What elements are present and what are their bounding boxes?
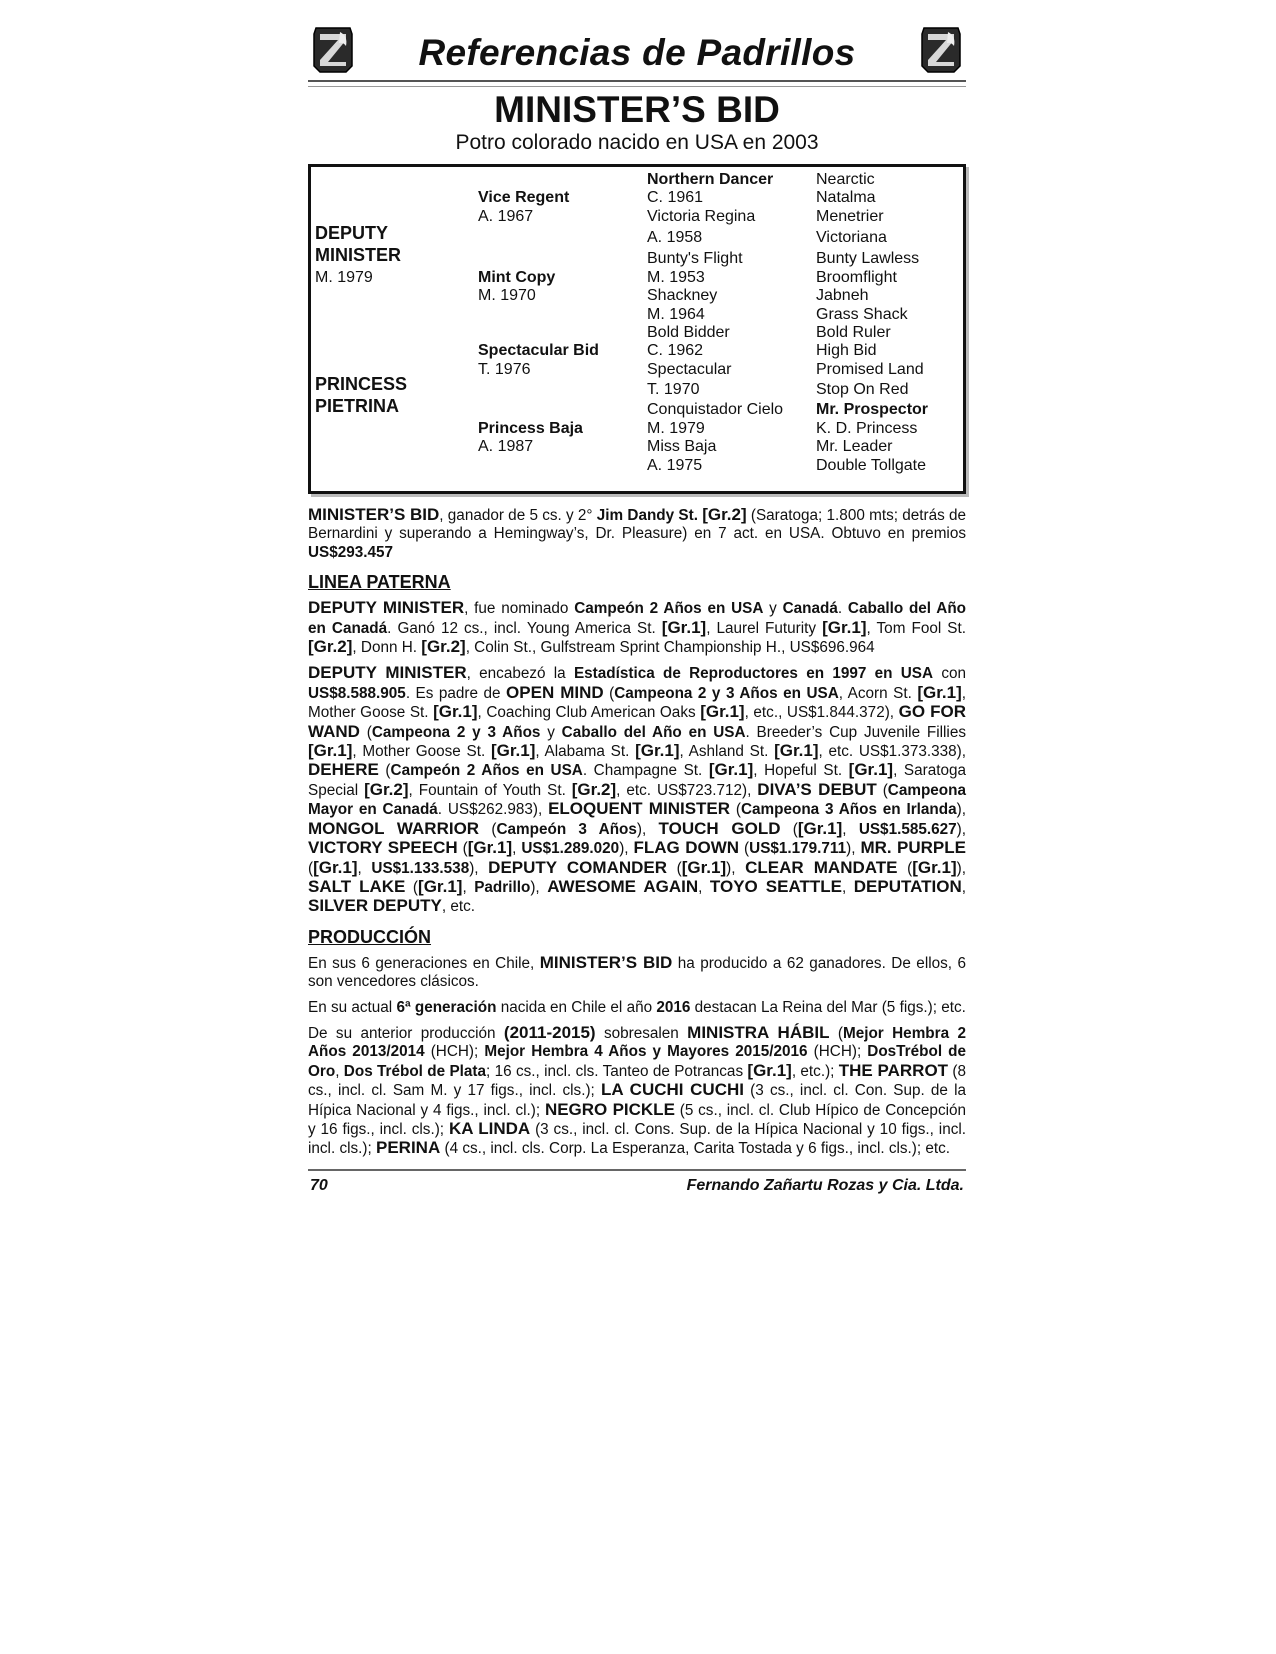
publisher-name: Fernando Zañartu Rozas y Cia. Ltda. bbox=[686, 1176, 964, 1194]
page-footer bbox=[308, 1169, 966, 1201]
intro-paragraph: MINISTER’S BID, ganador de 5 cs. y 2° Jim Dandy St. [Gr.2] (Saratoga; 1.800 mts; detrás de Bernardini y superando a Hemingway’s, Dr. Pleasure) en 7 act. en USA. Obtuvo en premios US$293.457 bbox=[308, 505, 967, 561]
emphasis-text: Campeón 2 Años en USA bbox=[574, 600, 764, 618]
emphasis-text: [Gr.1] bbox=[635, 741, 680, 761]
g4-cell: Bold Ruler bbox=[816, 324, 891, 341]
emphasis-text: CLEAR MANDATE bbox=[745, 857, 898, 877]
linea-paragraph: DEPUTY MINISTER, fue nominado Campeón 2 Años en USA y Canadá. Caballo del Año en Canadá. Ganó 12 cs., incl. Young America St. [Gr.1], Laurel Futurity [Gr.1], Tom Fool St. [Gr.2], Donn H. [Gr.2], Colin St., Gulfstream Sprint Championship H., US$696.964 bbox=[308, 598, 967, 657]
g3-cell: A. 1975 bbox=[647, 457, 703, 474]
emphasis-text: [Gr.2] bbox=[308, 637, 353, 657]
emphasis-text: [Gr.1] bbox=[681, 857, 727, 877]
emphasis-text: [Gr.1] bbox=[661, 617, 707, 637]
g2-name: Mint Copy bbox=[478, 269, 556, 286]
emphasis-text: AWESOME AGAIN bbox=[547, 876, 699, 896]
emphasis-text: [Gr.1] bbox=[917, 682, 962, 702]
g3-cell: T. 1970 bbox=[647, 381, 700, 398]
emphasis-text: (2011-2015) bbox=[503, 1022, 596, 1042]
g4-cell: Jabneh bbox=[816, 287, 869, 304]
g4-cell: Mr. Leader bbox=[816, 438, 893, 455]
emphasis-text: Caballo del Año en Canadá bbox=[308, 600, 967, 637]
emphasis-text: Campeona 3 Años en Irlanda bbox=[740, 801, 957, 819]
g3-cell: Northern Dancer bbox=[647, 171, 774, 188]
g2-year: T. 1976 bbox=[478, 361, 531, 378]
emphasis-text: Estadística de Reproductores en 1997 en USA bbox=[573, 665, 934, 683]
emphasis-text: MR. PURPLE bbox=[860, 838, 966, 858]
emphasis-text: [Gr.1] bbox=[308, 741, 353, 761]
produccion-paragraph: En su actual 6ª generación nacida en Chile el año 2016 destacan La Reina del Mar (5 figs.); etc. bbox=[308, 998, 966, 1016]
emphasis-text: [Gr.1] bbox=[848, 760, 894, 780]
emphasis-text: 6ª generación bbox=[396, 998, 497, 1016]
emphasis-text: [Gr.2] bbox=[421, 637, 466, 657]
emphasis-text: [Gr.1] bbox=[418, 876, 463, 896]
emphasis-text: Padrillo bbox=[474, 878, 531, 896]
emphasis-text: TOYO SEATTLE bbox=[709, 876, 842, 896]
emphasis-text: SALT LAKE bbox=[308, 876, 406, 896]
emphasis-text: US$1.585.627 bbox=[858, 820, 957, 838]
g4-cell: Broomflight bbox=[816, 269, 897, 286]
horse-name: MINISTER’S BID bbox=[494, 89, 780, 130]
emphasis-text: Campeona 2 y 3 Años en USA bbox=[614, 684, 839, 702]
g2-year: A. 1967 bbox=[478, 208, 534, 225]
emphasis-text: TOUCH GOLD bbox=[658, 818, 781, 838]
emphasis-text: [Gr.1] bbox=[708, 760, 754, 780]
emphasis-text: Jim Dandy St. bbox=[596, 507, 703, 524]
emphasis-text: DEHERE bbox=[308, 760, 379, 780]
g4-cell: Double Tollgate bbox=[816, 457, 927, 474]
g4-cell: Nearctic bbox=[816, 171, 875, 188]
zr-horse-logo-icon bbox=[918, 24, 964, 74]
emphasis-text: [Gr.1] bbox=[822, 617, 867, 637]
emphasis-text: [Gr.1] bbox=[912, 857, 957, 877]
dam-name-line1: PRINCESS bbox=[315, 374, 408, 394]
emphasis-text: [Gr.1] bbox=[490, 741, 536, 761]
emphasis-text: [Gr.1] bbox=[774, 741, 819, 761]
emphasis-text: DosTrébol de Oro bbox=[308, 1043, 966, 1080]
g2-name: Spectacular Bid bbox=[478, 342, 599, 359]
emphasis-text: [Gr.1] bbox=[433, 702, 478, 722]
emphasis-text: [Gr.2] bbox=[702, 505, 747, 524]
emphasis-text: US$1.289.020 bbox=[521, 840, 620, 858]
emphasis-text: [Gr.2] bbox=[571, 779, 617, 799]
emphasis-text: US$1.179.711 bbox=[749, 840, 847, 858]
emphasis-text: DEPUTATION bbox=[853, 876, 962, 896]
emphasis-text: US$293.457 bbox=[308, 543, 394, 561]
g4-cell: K. D. Princess bbox=[816, 420, 918, 437]
emphasis-text: Campeón 3 Años bbox=[496, 820, 637, 838]
emphasis-text: 2016 bbox=[656, 998, 691, 1016]
emphasis-text: ELOQUENT MINISTER bbox=[548, 799, 731, 819]
emphasis-text: NEGRO PICKLE bbox=[544, 1099, 675, 1119]
g3-cell: M. 1979 bbox=[647, 420, 705, 437]
pedigree-table bbox=[308, 164, 966, 494]
emphasis-text: FLAG DOWN bbox=[633, 838, 740, 858]
page-header bbox=[308, 20, 966, 82]
emphasis-text: [Gr.2] bbox=[364, 779, 409, 799]
dam-name-line2: PIETRINA bbox=[315, 396, 400, 416]
sire-year: M. 1979 bbox=[315, 269, 373, 286]
emphasis-text: MINISTRA HÁBIL bbox=[687, 1022, 830, 1042]
emphasis-text: Campeona Mayor en Canadá bbox=[308, 781, 966, 819]
g3-cell: C. 1961 bbox=[647, 189, 704, 206]
emphasis-text: KA LINDA bbox=[448, 1118, 531, 1138]
produccion-paragraph: En sus 6 generaciones en Chile, MINISTER’S BID ha producido a 62 ganadores. De ellos, 6 son vencedores clásicos. bbox=[308, 952, 966, 991]
emphasis-text: Caballo del Año en USA bbox=[561, 723, 746, 741]
g3-cell: Victoria Regina bbox=[647, 208, 756, 225]
emphasis-text: [Gr.1] bbox=[467, 838, 513, 858]
g4-cell: Natalma bbox=[816, 189, 876, 206]
emphasis-text: PERINA bbox=[376, 1138, 441, 1158]
emphasis-text: DIVA’S DEBUT bbox=[757, 779, 877, 799]
emphasis-text: US$1.133.538 bbox=[371, 859, 470, 877]
emphasis-text: [Gr.1] bbox=[313, 857, 358, 877]
sire-name-line2: MINISTER bbox=[315, 245, 402, 265]
emphasis-text: GO FOR WAND bbox=[308, 702, 967, 741]
header-rule bbox=[308, 80, 966, 87]
page bbox=[308, 20, 966, 1201]
g2-year: M. 1970 bbox=[478, 287, 536, 304]
g4-cell: Stop On Red bbox=[816, 381, 909, 398]
emphasis-text: Campeona 2 y 3 Años bbox=[371, 723, 541, 741]
linea-paragraph: DEPUTY MINISTER, encabezó la Estadística de Reproductores en 1997 en USA con US$8.588.905. Es padre de OPEN MIND (Campeona 2 y 3 Años en USA, Acorn St. [Gr.1], Mother Goose St. [Gr.1], Coaching Club American Oaks [Gr.1], etc., US$1.844.372), GO FOR WAND (Campeona 2 y 3 Años y Caballo del Año en USA. Breeder’s Cup Juvenile Fillies [Gr.1], Mother Goose St. [Gr.1], Alabama St. [Gr.1], Ashland St. [Gr.1], etc. US$1.373.338), DEHERE (Campeón 2 Años en USA. Champagne St. [Gr.1], Hopeful St. [Gr.1], Saratoga Special [Gr.2], Fountain of Youth St. [Gr.2], etc. US$723.712), DIVA’S DEBUT (Campeona Mayor en Canadá. US$262.983), ELOQUENT MINISTER (Campeona 3 Años en Irlanda), MONGOL WARRIOR (Campeón 3 Años), TOUCH GOLD ([Gr.1], US$1.585.627), VICTORY SPEECH ([Gr.1], US$1.289.020), FLAG DOWN (US$1.179.711), MR. PURPLE ([Gr.1], US$1.133.538), DEPUTY COMANDER ([Gr.1]), CLEAR MANDATE ([Gr.1]), SALT LAKE ([Gr.1], Padrillo), AWESOME AGAIN, TOYO SEATTLE, DEPUTATION, SILVER DEPUTY, etc. bbox=[308, 663, 967, 916]
emphasis-text: THE PARROT bbox=[838, 1060, 949, 1080]
g3-cell: M. 1953 bbox=[647, 269, 705, 286]
g3-cell: Miss Baja bbox=[647, 438, 717, 455]
emphasis-text: Canadá bbox=[782, 600, 838, 618]
header-title: Referencias de Padrillos bbox=[418, 32, 856, 73]
horse-subtitle: Potro colorado nacido en USA en 2003 bbox=[455, 131, 819, 154]
g2-name: Vice Regent bbox=[478, 189, 570, 206]
emphasis-text: LA CUCHI CUCHI bbox=[600, 1080, 744, 1100]
g4-cell: Mr. Prospector bbox=[816, 401, 929, 418]
emphasis-text: [Gr.1] bbox=[747, 1060, 792, 1080]
g3-cell: Conquistador Cielo bbox=[647, 401, 784, 418]
emphasis-text: Dos Trébol de Plata bbox=[343, 1062, 487, 1080]
emphasis-text: DEPUTY MINISTER bbox=[308, 598, 465, 618]
g3-cell: A. 1958 bbox=[647, 229, 703, 246]
page-number: 70 bbox=[310, 1176, 328, 1194]
g3-cell: Bunty's Flight bbox=[647, 250, 743, 267]
emphasis-text: MINISTER’S BID bbox=[539, 952, 673, 972]
g3-cell: Bold Bidder bbox=[647, 324, 730, 341]
section-heading-linea-paterna: LINEA PATERNA bbox=[308, 572, 451, 593]
g4-cell: Bunty Lawless bbox=[816, 250, 920, 267]
emphasis-text: Mejor Hembra 4 Años y Mayores 2015/2016 bbox=[484, 1043, 808, 1061]
emphasis-text: [Gr.1] bbox=[797, 818, 843, 838]
g4-cell: Menetrier bbox=[816, 208, 884, 225]
g3-cell: Spectacular bbox=[647, 361, 732, 378]
g2-year: A. 1987 bbox=[478, 438, 534, 455]
produccion-paragraph: De su anterior producción (2011-2015) sobresalen MINISTRA HÁBIL (Mejor Hembra 2 Años 2013/2014 (HCH); Mejor Hembra 4 Años y Mayores 2015/2016 (HCH); DosTrébol de Oro, Dos Trébol de Plata; 16 cs., incl. cls. Tanteo de Potrancas [Gr.1], etc.); THE PARROT (8 cs., incl. cl. Sam M. y 17 figs., incl. cls.); LA CUCHI CUCHI (3 cs., incl. cl. Con. Sup. de la Hípica Nacional y 4 figs., incl. cl.); NEGRO PICKLE (5 cs., incl. cl. Club Hípico de Concepción y 16 figs., incl. cls.); KA LINDA (3 cs., incl. cl. Cons. Sup. de la Hípica Nacional y 10 figs., incl. incl. cls.); PERINA (4 cs., incl. cls. Corp. La Esperanza, Carita Tostada y 6 figs., incl. cls.); etc. bbox=[308, 1022, 967, 1158]
emphasis-text: [Gr.1] bbox=[700, 702, 745, 722]
g4-cell: Promised Land bbox=[816, 361, 924, 378]
emphasis-text: MONGOL WARRIOR bbox=[308, 818, 480, 838]
emphasis-text: DEPUTY MINISTER bbox=[308, 663, 467, 683]
g4-cell: Victoriana bbox=[816, 229, 887, 246]
emphasis-text: Mejor Hembra 2 Años 2013/2014 bbox=[308, 1024, 966, 1061]
sire-name-line1: DEPUTY bbox=[315, 223, 389, 243]
g2-name: Princess Baja bbox=[478, 420, 583, 437]
g4-cell: Grass Shack bbox=[816, 306, 908, 323]
section-heading-produccion: PRODUCCIÓN bbox=[308, 926, 432, 947]
emphasis-text: MINISTER’S BID bbox=[308, 505, 440, 524]
emphasis-text: OPEN MIND bbox=[506, 682, 604, 702]
emphasis-text: US$8.588.905 bbox=[308, 684, 406, 702]
g3-cell: C. 1962 bbox=[647, 342, 704, 359]
g3-cell: Shackney bbox=[647, 287, 718, 304]
g4-cell: High Bid bbox=[816, 342, 877, 359]
emphasis-text: Campeón 2 Años en USA bbox=[390, 762, 583, 780]
emphasis-text: SILVER DEPUTY bbox=[308, 896, 442, 916]
emphasis-text: VICTORY SPEECH bbox=[308, 838, 458, 858]
emphasis-text: DEPUTY COMANDER bbox=[488, 857, 668, 877]
g3-cell: M. 1964 bbox=[647, 306, 705, 323]
